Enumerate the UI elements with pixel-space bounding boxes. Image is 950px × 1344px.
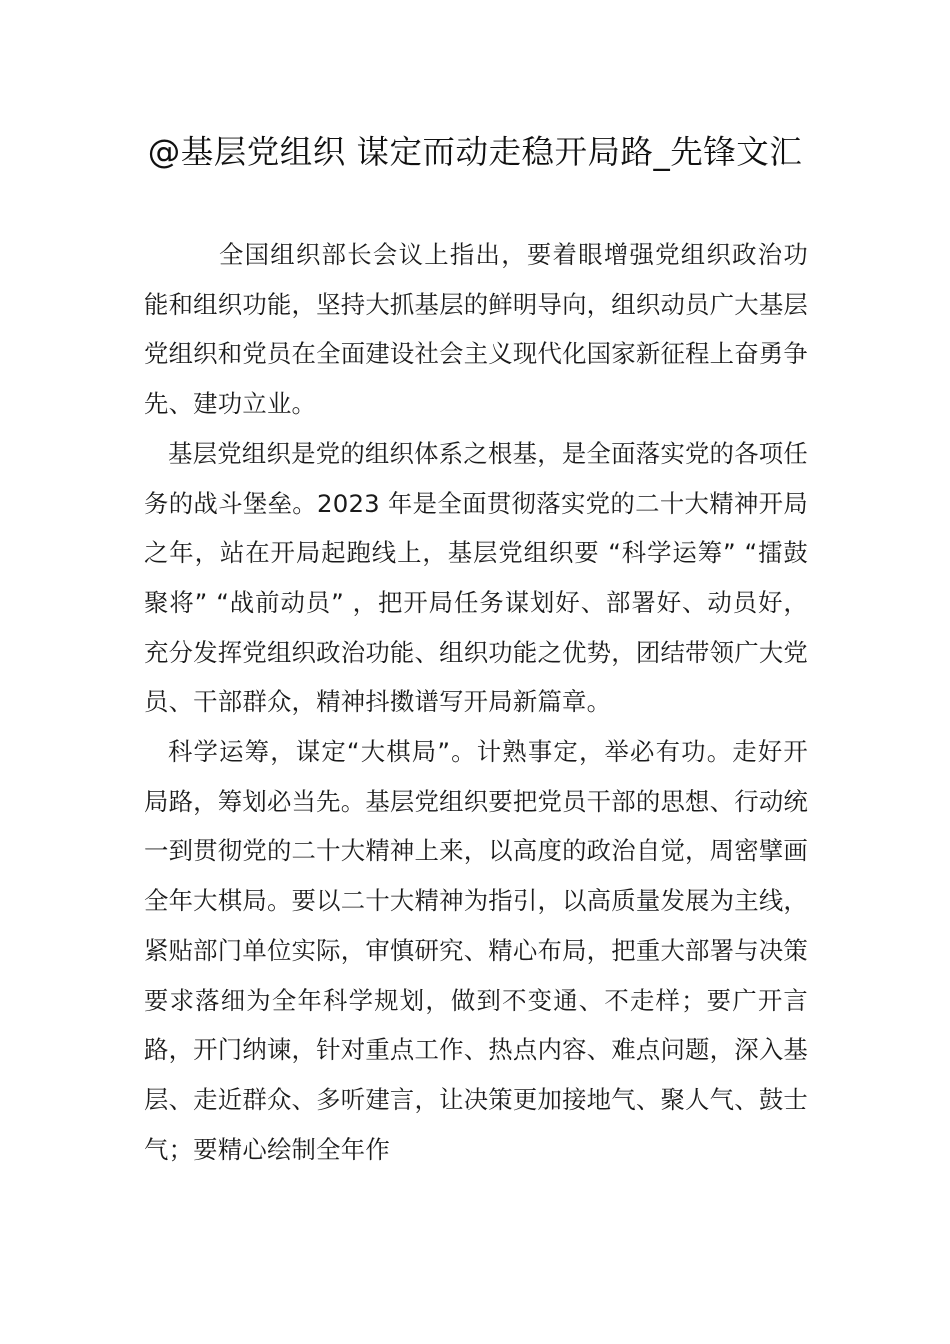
document-body [144,230,808,1174]
paragraph-planning: 科学运筹，谋定“大棋局”。计熟事定，举必有功。走好开局路，筹划必当先。基层党组织要把党员干部的思想、行动统一到贯彻党的二十大精神上来，以高度的政治自觉，周密擘画全年大棋局。要以二十大精神为指引，以高质量发展为主线，紧贴部门单位实际，审慎研究、精心布局，把重大部署与决策要求落细为全年科学规划，做到不变通、不走样；要广开言路，开门纳谏，针对重点工作、热点内容、难点问题，深入基层、走近群众、多听建言，让决策更加接地气、聚人气、鼓士气；要精心绘制全年作 [144,737,808,1164]
document-title: @基层党组织 谋定而动走稳开局路_先锋文汇 [147,133,803,171]
paragraph-grassroots: 基层党组织是党的组织体系之根基，是全面落实党的各项任务的战斗堡垒。2023 年是全面贯彻落实党的二十大精神开局之年，站在开局起跑线上，基层党组织要 “科学运筹” “擂鼓聚将” “战前动员” ，把开局任务谋划好、部署好、动员好，充分发挥党组织政治功能、组织功能之优势，团结带领广大党员、干部群众，精神抖擞谱写开局新篇章。 [144,438,808,717]
paragraph-intro: 全国组织部长会议上指出，要着眼增强党组织政治功能和组织功能，坚持大抓基层的鲜明导向，组织动员广大基层党组织和党员在全面建设社会主义现代化国家新征程上奋勇争先、建功立业。 [144,240,808,419]
